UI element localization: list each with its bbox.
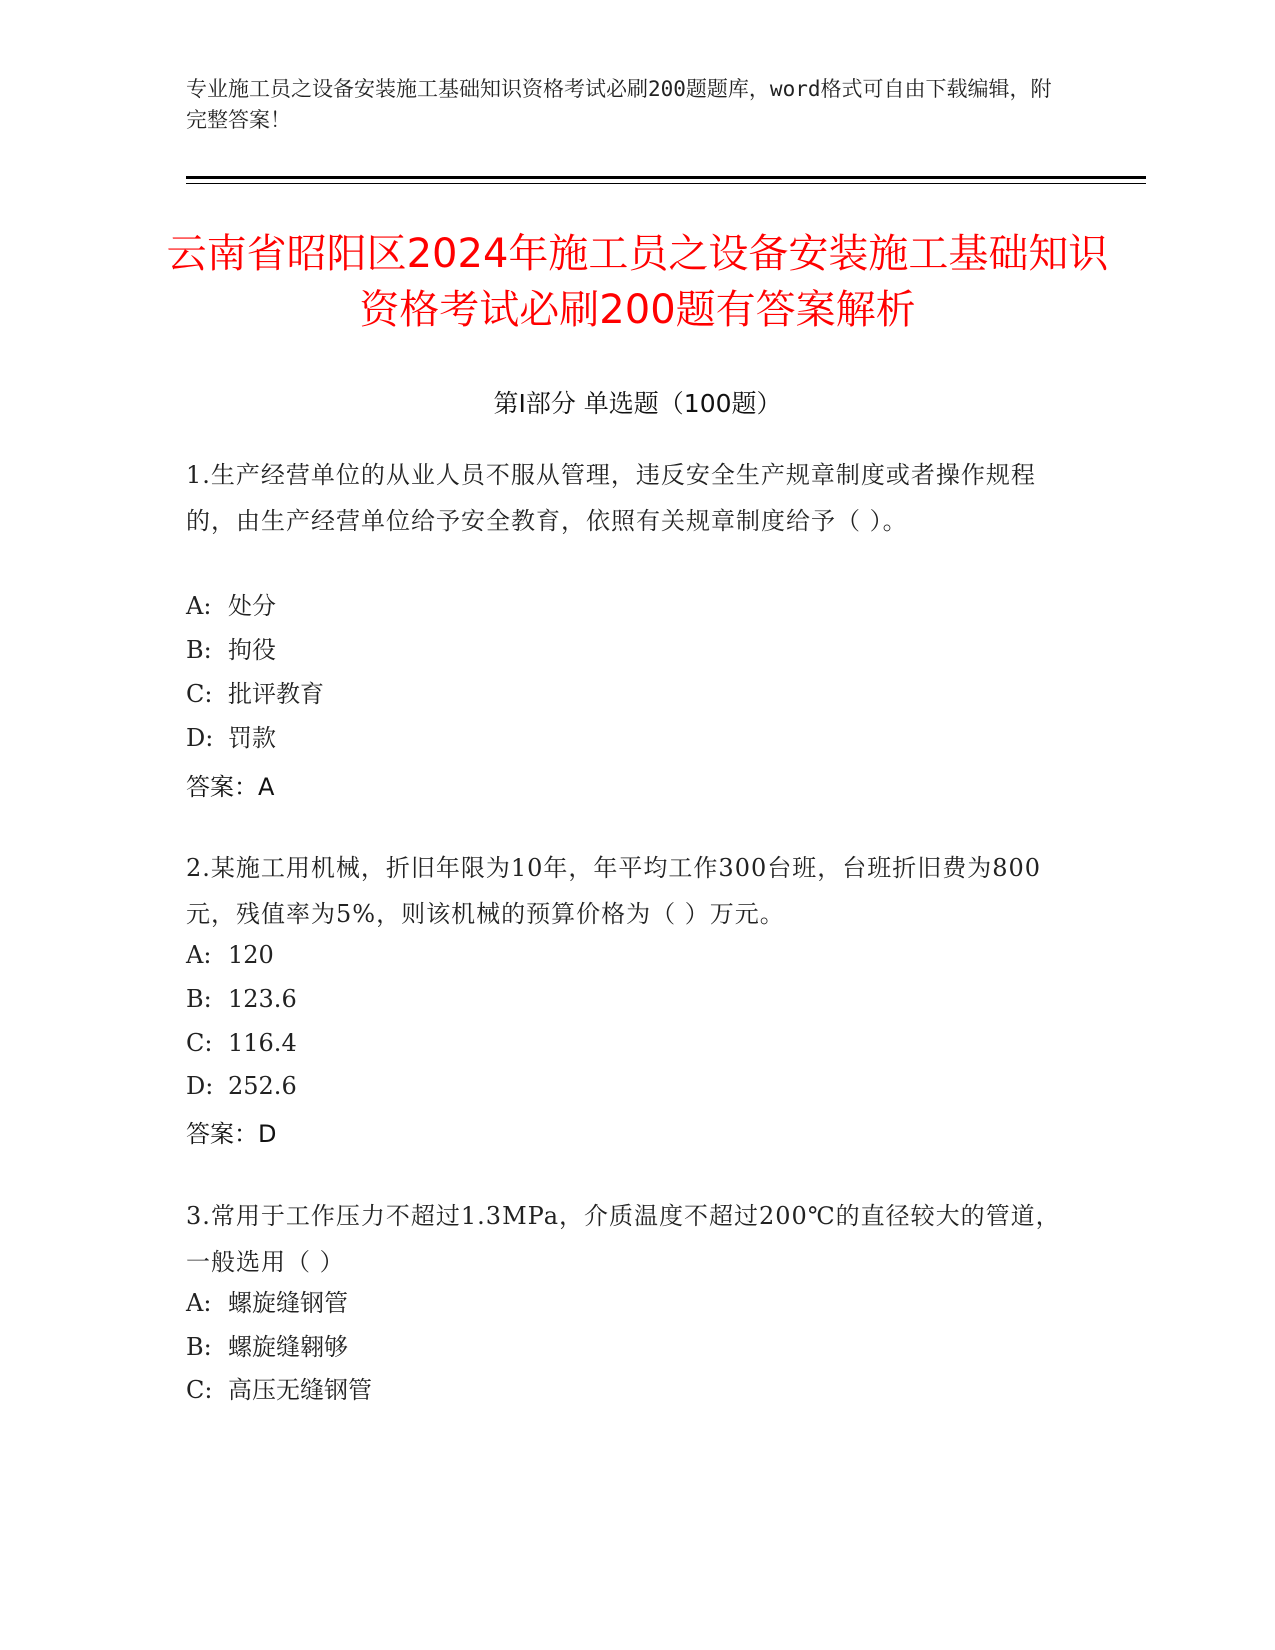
option-text: 252.6 bbox=[228, 1072, 297, 1100]
option-key: B: bbox=[186, 636, 212, 664]
option-key: A: bbox=[186, 941, 212, 969]
question-1-option-d bbox=[186, 715, 276, 761]
question-1-option-b bbox=[186, 627, 276, 673]
option-key: C: bbox=[186, 680, 213, 708]
question-2-option-b bbox=[186, 976, 297, 1022]
question-3-option-b bbox=[186, 1324, 348, 1370]
question-2-option-a bbox=[186, 932, 274, 978]
question-2-option-d bbox=[186, 1063, 297, 1109]
document-title: 云南省昭阳区2024年施工员之设备安装施工基础知识资格考试必刷200题有答案解析 bbox=[166, 231, 1109, 333]
option-text: 高压无缝钢管 bbox=[228, 1376, 372, 1404]
question-1-answer: 答案：A bbox=[186, 773, 275, 801]
option-key: D: bbox=[186, 1072, 214, 1100]
option-key: C: bbox=[186, 1029, 213, 1057]
question-1-option-c bbox=[186, 671, 324, 717]
question-3-option-c bbox=[186, 1367, 372, 1413]
option-text: 螺旋缝翱够 bbox=[228, 1333, 348, 1361]
option-key: B: bbox=[186, 985, 212, 1013]
question-2-option-c bbox=[186, 1020, 297, 1066]
option-text: 123.6 bbox=[228, 985, 297, 1013]
option-text: 批评教育 bbox=[228, 680, 324, 708]
section-heading: 第Ⅰ部分 单选题（100题） bbox=[493, 389, 782, 418]
question-1-option-a bbox=[186, 583, 276, 629]
question-2-stem: 2.某施工用机械，折旧年限为10年，年平均工作300台班，台班折旧费为800元，残值率为5%，则该机械的预算价格为（ ）万元。 bbox=[186, 854, 1042, 928]
question-3-option-a bbox=[186, 1280, 348, 1326]
option-key: B: bbox=[186, 1333, 212, 1361]
option-text: 116.4 bbox=[228, 1029, 297, 1057]
option-text: 处分 bbox=[228, 592, 276, 620]
header-rule-thin bbox=[186, 183, 1146, 184]
option-key: C: bbox=[186, 1376, 213, 1404]
option-text: 拘役 bbox=[228, 636, 276, 664]
option-key: A: bbox=[186, 592, 212, 620]
question-3-stem: 3.常用于工作压力不超过1.3MPa，介质温度不超过200℃的直径较大的管道，一般选用（ ） bbox=[186, 1202, 1061, 1276]
question-1-stem: 1.生产经营单位的从业人员不服从管理，违反安全生产规章制度或者操作规程的，由生产经营单位给予安全教育，依照有关规章制度给予（ ）。 bbox=[186, 461, 1036, 535]
option-text: 120 bbox=[228, 941, 274, 969]
header-rule-thick bbox=[186, 176, 1146, 179]
option-key: D: bbox=[186, 724, 214, 752]
option-text: 螺旋缝钢管 bbox=[228, 1289, 348, 1317]
option-text: 罚款 bbox=[228, 724, 276, 752]
option-key: A: bbox=[186, 1289, 212, 1317]
header-note: 专业施工员之设备安装施工基础知识资格考试必刷200题题库，word格式可自由下载编辑，附完整答案！ bbox=[186, 77, 1052, 132]
question-2-answer: 答案：D bbox=[186, 1120, 277, 1148]
